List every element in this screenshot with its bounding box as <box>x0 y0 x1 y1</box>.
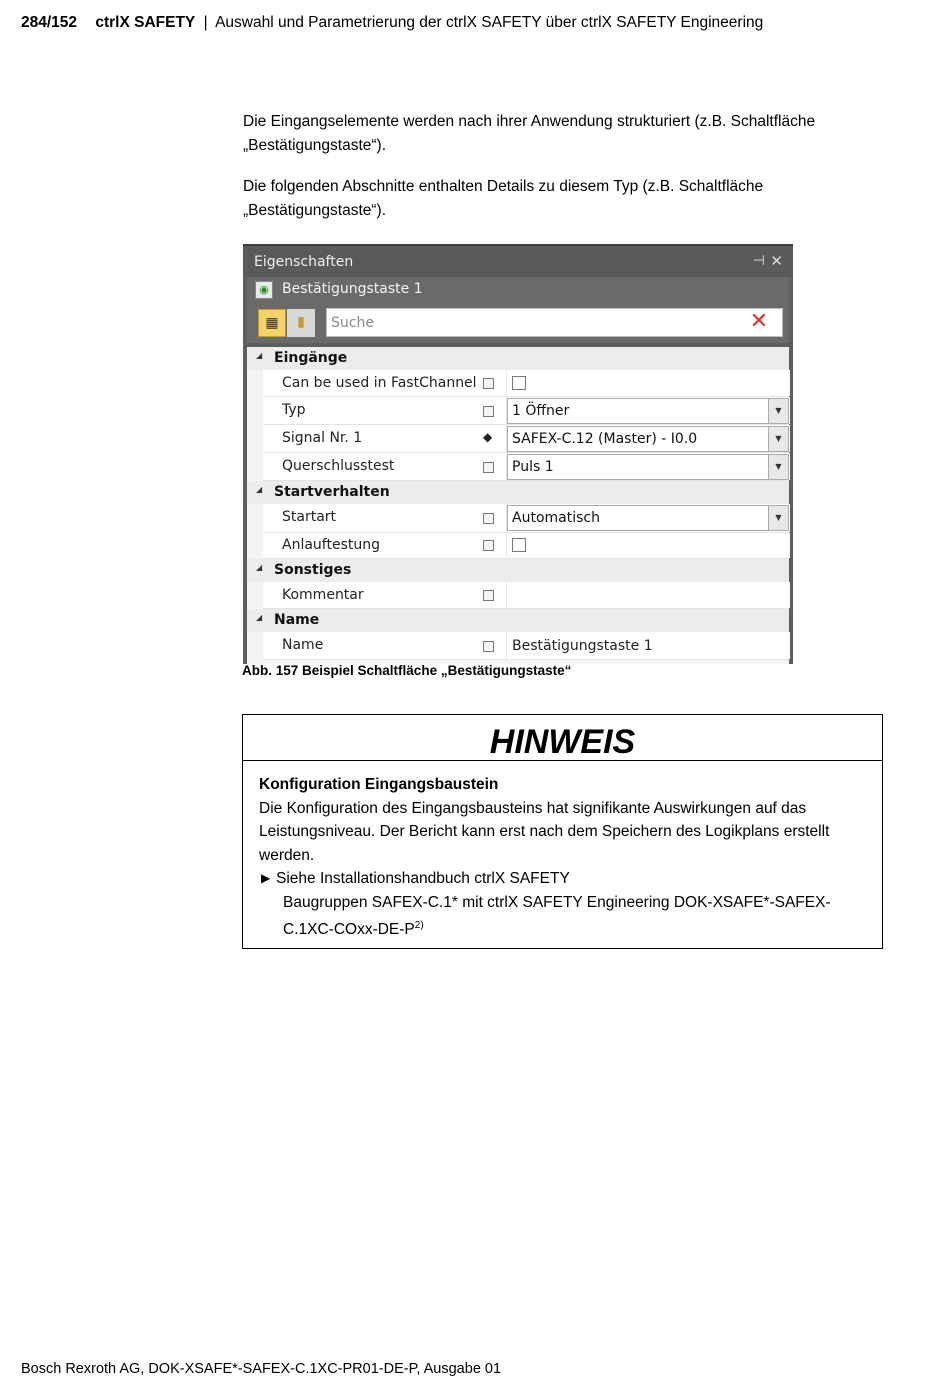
property-marker-icon <box>483 641 494 652</box>
clear-search-icon[interactable]: ✕ <box>749 309 768 334</box>
collapse-arrow-icon[interactable]: ◢ <box>256 613 263 622</box>
notice-reference <box>259 867 859 891</box>
chapter-title: Auswahl und Parametrierung der ctrlX SAFETY über ctrlX SAFETY Engineering <box>215 14 764 31</box>
panel-toolbar <box>247 305 789 343</box>
chevron-down-icon[interactable]: ▼ <box>768 427 788 451</box>
property-marker-icon <box>483 540 494 551</box>
property-marker-icon <box>483 590 494 601</box>
startart-select[interactable] <box>507 505 789 531</box>
prop-label: Querschlusstest <box>282 458 395 474</box>
pin-icon[interactable]: ⊣ <box>752 253 765 269</box>
reference-line-1: Siehe Installationshandbuch ctrlX SAFETY <box>276 870 570 887</box>
reference-continuation <box>259 891 859 942</box>
property-marker-icon <box>483 406 494 417</box>
prop-label: Anlauftestung <box>282 537 380 553</box>
page-footer: Bosch Rexroth AG, DOK-XSAFE*-SAFEX-C.1XC-PR01-DE-P, Ausgabe 01 <box>21 1361 502 1377</box>
fastchannel-checkbox[interactable] <box>512 376 526 390</box>
collapse-arrow-icon[interactable]: ◢ <box>256 485 263 494</box>
prop-label: Can be used in FastChannel <box>282 375 477 391</box>
typ-value: 1 Öffner <box>512 403 570 419</box>
prop-fastchannel[interactable] <box>263 370 789 397</box>
chevron-down-icon[interactable]: ▼ <box>768 455 788 479</box>
property-grid <box>247 347 789 664</box>
property-marker-icon <box>483 462 494 473</box>
prop-startart[interactable] <box>263 504 789 533</box>
category-label: Eingänge <box>274 350 348 366</box>
triangle-right-icon: ▶ <box>261 871 271 885</box>
category-label: Name <box>274 612 320 628</box>
object-row <box>247 277 789 305</box>
category-startverhalten[interactable] <box>247 481 789 504</box>
object-name: Bestätigungstaste 1 <box>282 281 423 297</box>
notice-title: Konfiguration Eingangsbaustein <box>259 776 499 793</box>
prop-kommentar[interactable] <box>263 582 789 609</box>
prop-querschlusstest[interactable] <box>263 453 789 481</box>
prop-label: Kommentar <box>282 587 364 603</box>
querschluss-select[interactable] <box>507 454 789 480</box>
category-eingaenge[interactable] <box>247 347 789 370</box>
prop-label: Signal Nr. 1 <box>282 430 363 446</box>
diamond-marker-icon: ◆ <box>483 430 493 444</box>
categorized-view-icon[interactable]: ▦ <box>258 309 286 337</box>
search-placeholder: Suche <box>331 315 374 331</box>
signal-select[interactable] <box>507 426 789 452</box>
prop-name[interactable] <box>263 632 789 660</box>
reference-line-2: Baugruppen SAFEX-C.1* mit ctrlX SAFETY Engineering DOK-XSAFE*-SAFEX-C.1XC-COxx-DE-P <box>283 893 831 939</box>
close-icon[interactable]: ✕ <box>770 252 783 270</box>
notice-heading: HINWEIS <box>243 715 882 761</box>
chevron-down-icon[interactable]: ▼ <box>768 399 788 423</box>
alphabetical-view-icon[interactable]: ▮ <box>287 309 315 337</box>
object-icon: ◉ <box>255 281 273 299</box>
page-header <box>21 14 763 32</box>
product-name: ctrlX SAFETY <box>95 14 196 31</box>
kommentar-field[interactable] <box>506 582 790 608</box>
header-separator: | <box>203 14 208 31</box>
signal-value: SAFEX-C.12 (Master) - I0.0 <box>512 431 698 447</box>
querschluss-value: Puls 1 <box>512 459 554 475</box>
prop-label: Name <box>282 637 324 653</box>
category-sonstiges[interactable] <box>247 559 789 582</box>
figure-caption: Abb. 157 Beispiel Schaltfläche „Bestätigungstaste“ <box>242 663 572 678</box>
anlauftestung-checkbox[interactable] <box>512 538 526 552</box>
prop-anlauftestung[interactable] <box>263 533 789 559</box>
typ-select[interactable] <box>507 398 789 424</box>
search-input[interactable] <box>326 308 783 337</box>
panel-titlebar <box>243 244 793 277</box>
footnote-marker: 2) <box>414 920 424 931</box>
intro-paragraph-1: Die Eingangselemente werden nach ihrer Anwendung strukturiert (z.B. Schaltfläche „Bestätigungstaste“). <box>243 113 816 154</box>
prop-signal[interactable] <box>263 425 789 453</box>
notice-box <box>242 714 883 949</box>
notice-body <box>259 773 859 942</box>
name-field[interactable]: Bestätigungstaste 1 <box>512 638 653 654</box>
category-label: Startverhalten <box>274 484 390 500</box>
property-marker-icon <box>483 513 494 524</box>
page-number: 284/152 <box>21 14 78 31</box>
category-label: Sonstiges <box>274 562 352 578</box>
prop-label: Startart <box>282 509 337 525</box>
collapse-arrow-icon[interactable]: ◢ <box>256 563 263 572</box>
category-name[interactable] <box>247 609 789 632</box>
intro-paragraph-2: Die folgenden Abschnitte enthalten Details zu diesem Typ (z.B. Schaltfläche „Bestätigungstaste“). <box>243 178 764 219</box>
prop-label: Typ <box>282 402 306 418</box>
property-marker-icon <box>483 378 494 389</box>
prop-typ[interactable] <box>263 397 789 425</box>
notice-text: Die Konfiguration des Eingangsbausteins hat signifikante Auswirkungen auf das Leistungsniveau. Der Bericht kann erst nach dem Speichern des Logikplans erstellt werden. <box>259 799 830 864</box>
panel-title: Eigenschaften <box>254 254 354 270</box>
collapse-arrow-icon[interactable]: ◢ <box>256 351 263 360</box>
chevron-down-icon[interactable]: ▼ <box>768 506 788 530</box>
startart-value: Automatisch <box>512 510 600 526</box>
properties-panel <box>243 244 793 664</box>
